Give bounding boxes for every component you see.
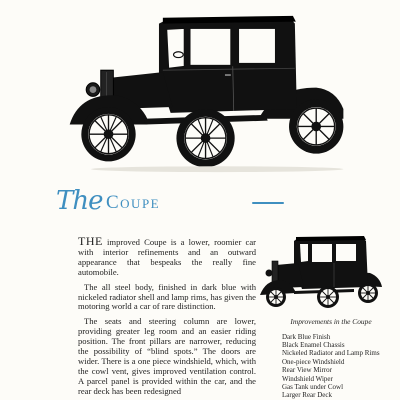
heading-rule [252, 202, 284, 204]
improvement-item: Windshield Wiper [282, 374, 333, 383]
body-paragraph-2: The all steel body, finished in dark blue with nickeled radiator shell and lamp rims, has given the motoring world a car of rare distinction. [78, 281, 256, 312]
improvement-item: Larger Rear Deck [282, 391, 333, 400]
dropcap: THE [78, 234, 103, 248]
body-paragraph-3: The seats and steering column are lower, providing greater leg room and an easier riding position. The front pillars are narrower, reducing the possibility of “blind spots.” The doors are wider. There is a one piece windshield, which, with the cowl vent, gives improved ventilation control. A parcel panel is provided within the car, and the rear deck has been redesigned [78, 316, 256, 396]
improvements-title: Improvements in the Coupe [290, 317, 372, 326]
improvements-list [282, 318, 392, 400]
paragraph-text: improved Coupe is a lower, roomier car with interior refinements and an outward appearance that bespeaks the really fine automobile. [78, 237, 256, 277]
improvement-item: Nickeled Radiator and Lamp Rims [282, 349, 380, 358]
coupe-illustration-large [60, 10, 355, 175]
heading-model-name: Coupe [106, 192, 161, 213]
body-paragraph-1 [78, 234, 256, 278]
coupe-illustration-small [258, 233, 388, 308]
improvement-item: Rear View Mirror [282, 366, 332, 375]
section-heading [56, 186, 296, 220]
improvement-item: Dark Blue Finish [282, 332, 331, 341]
improvements-items [282, 333, 392, 400]
body-copy [78, 234, 256, 400]
improvement-item: Gas Tank under Cowl [282, 383, 344, 392]
improvement-item: Black Enamel Chassis [282, 341, 345, 349]
heading-the: The [56, 186, 103, 216]
improvement-item: One-piece Windshield [282, 357, 345, 366]
